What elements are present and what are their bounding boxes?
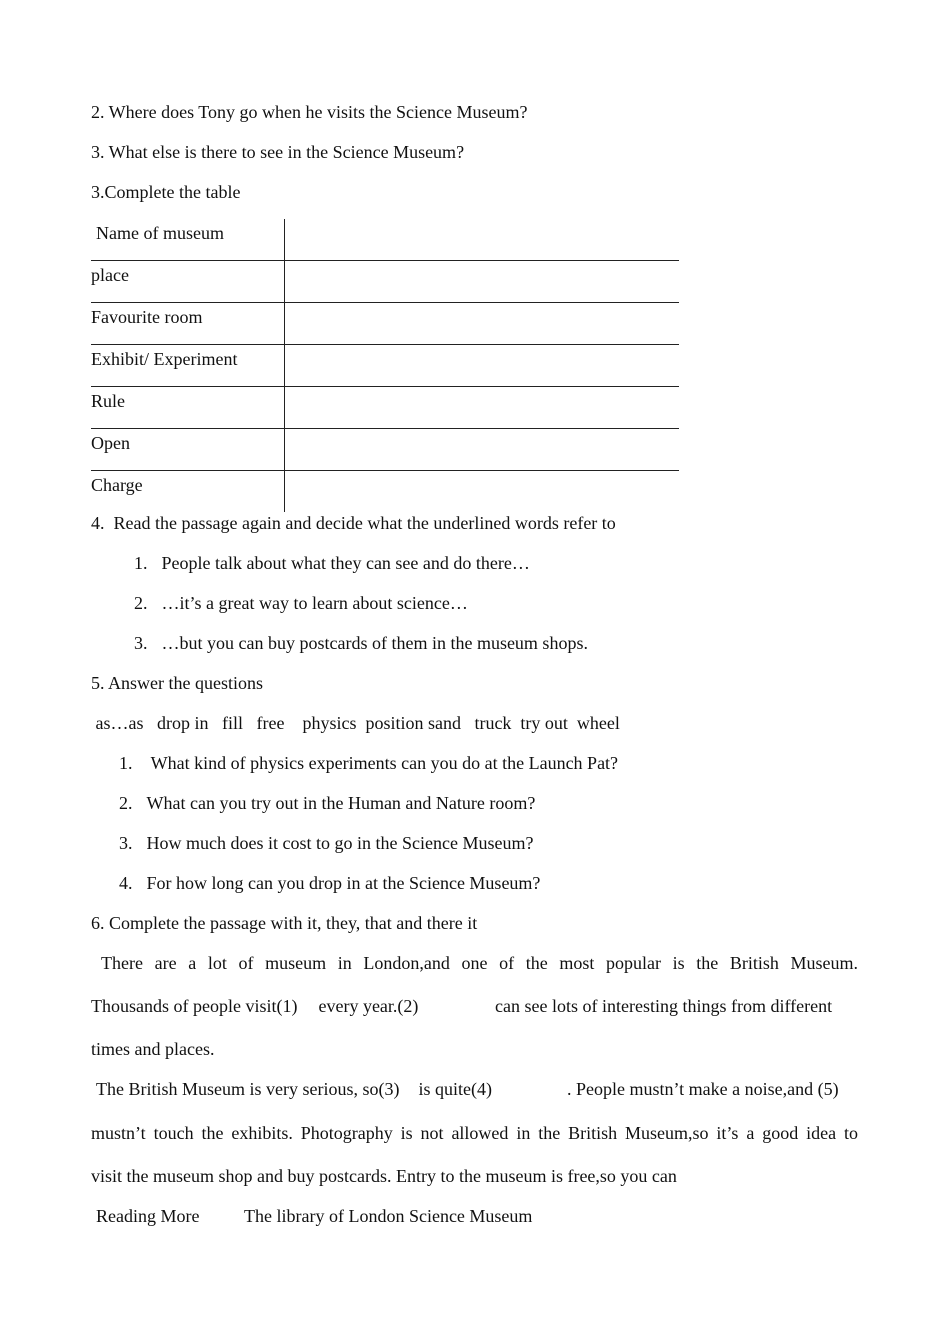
item-number: 2. <box>134 593 148 613</box>
item-text: For how long can you drop in at the Science Museum? <box>146 873 541 893</box>
row-value-cell[interactable] <box>285 261 680 303</box>
word-bank: as…as drop in fill free physics position sand truck try out wheel <box>91 713 620 733</box>
section-6-heading: 6. Complete the passage with it, they, that and there it <box>91 913 478 933</box>
item-number: 2. <box>119 793 133 813</box>
row-label: Charge <box>91 471 285 513</box>
item-number: 3. <box>119 833 133 853</box>
table-row <box>91 219 679 261</box>
item-text: …it’s a great way to learn about science… <box>161 593 468 613</box>
reading-more-title: The library of London Science Museum <box>244 1206 533 1226</box>
section-5-item-2 <box>119 792 535 814</box>
passage-line: mustn’t touch the exhibits. Photography is not allowed in the British Museum,so it’s a good idea to <box>91 1123 858 1143</box>
passage-text: Thousands of people visit(1) <box>91 996 298 1016</box>
row-label: place <box>91 261 285 303</box>
table-row <box>91 261 679 303</box>
row-label: Favourite room <box>91 303 285 345</box>
passage-text: The British Museum is very serious, so(3) <box>96 1079 400 1099</box>
section-5-item-3 <box>119 832 533 854</box>
table-row <box>91 345 679 387</box>
row-value-cell[interactable] <box>285 471 680 513</box>
item-number: 4. <box>119 873 133 893</box>
item-text: How much does it cost to go in the Science Museum? <box>146 833 534 853</box>
item-text: People talk about what they can see and do there… <box>161 553 530 573</box>
section-4-item-1 <box>134 552 530 574</box>
table-row <box>91 387 679 429</box>
table-heading: 3.Complete the table <box>91 182 241 202</box>
item-number: 1. <box>134 553 148 573</box>
section-5-heading: 5. Answer the questions <box>91 673 263 693</box>
section-5-item-1 <box>119 752 618 774</box>
passage-line: times and places. <box>91 1039 215 1059</box>
row-value-cell[interactable] <box>285 303 680 345</box>
museum-info-table <box>91 219 679 512</box>
item-text: What kind of physics experiments can you do at the Launch Pat? <box>146 753 619 773</box>
row-label: Name of museum <box>91 219 285 261</box>
item-text: What can you try out in the Human and Nature room? <box>146 793 536 813</box>
passage-line <box>91 995 418 1017</box>
section-4-heading: 4. Read the passage again and decide what the underlined words refer to <box>91 513 616 533</box>
section-5-item-4 <box>119 872 540 894</box>
row-label: Rule <box>91 387 285 429</box>
question-3: 3. What else is there to see in the Science Museum? <box>91 142 465 162</box>
passage-text: is quite(4) <box>418 1079 492 1099</box>
row-value-cell[interactable] <box>285 429 680 471</box>
item-number: 3. <box>134 633 148 653</box>
row-label: Exhibit/ Experiment <box>91 345 285 387</box>
row-label: Open <box>91 429 285 471</box>
table-row <box>91 471 679 513</box>
item-text: …but you can buy postcards of them in the museum shops. <box>161 633 588 653</box>
passage-line: . People mustn’t make a noise,and (5) <box>567 1079 839 1099</box>
section-4-item-2 <box>134 592 468 614</box>
passage-text: every year.(2) <box>318 996 419 1016</box>
reading-more-label: Reading More <box>96 1206 200 1226</box>
row-value-cell[interactable] <box>285 345 680 387</box>
table-row <box>91 303 679 345</box>
row-value-cell[interactable] <box>285 387 680 429</box>
item-number: 1. <box>119 753 133 773</box>
passage-line: visit the museum shop and buy postcards. Entry to the museum is free,so you can <box>91 1166 677 1186</box>
passage-line: can see lots of interesting things from different <box>495 996 833 1016</box>
table-row <box>91 429 679 471</box>
row-value-cell[interactable] <box>285 219 680 261</box>
section-4-item-3 <box>134 632 588 654</box>
passage-line <box>96 1078 492 1100</box>
question-2: 2. Where does Tony go when he visits the Science Museum? <box>91 102 528 122</box>
passage-line: There are a lot of museum in London,and one of the most popular is the British Museum. <box>101 953 858 973</box>
